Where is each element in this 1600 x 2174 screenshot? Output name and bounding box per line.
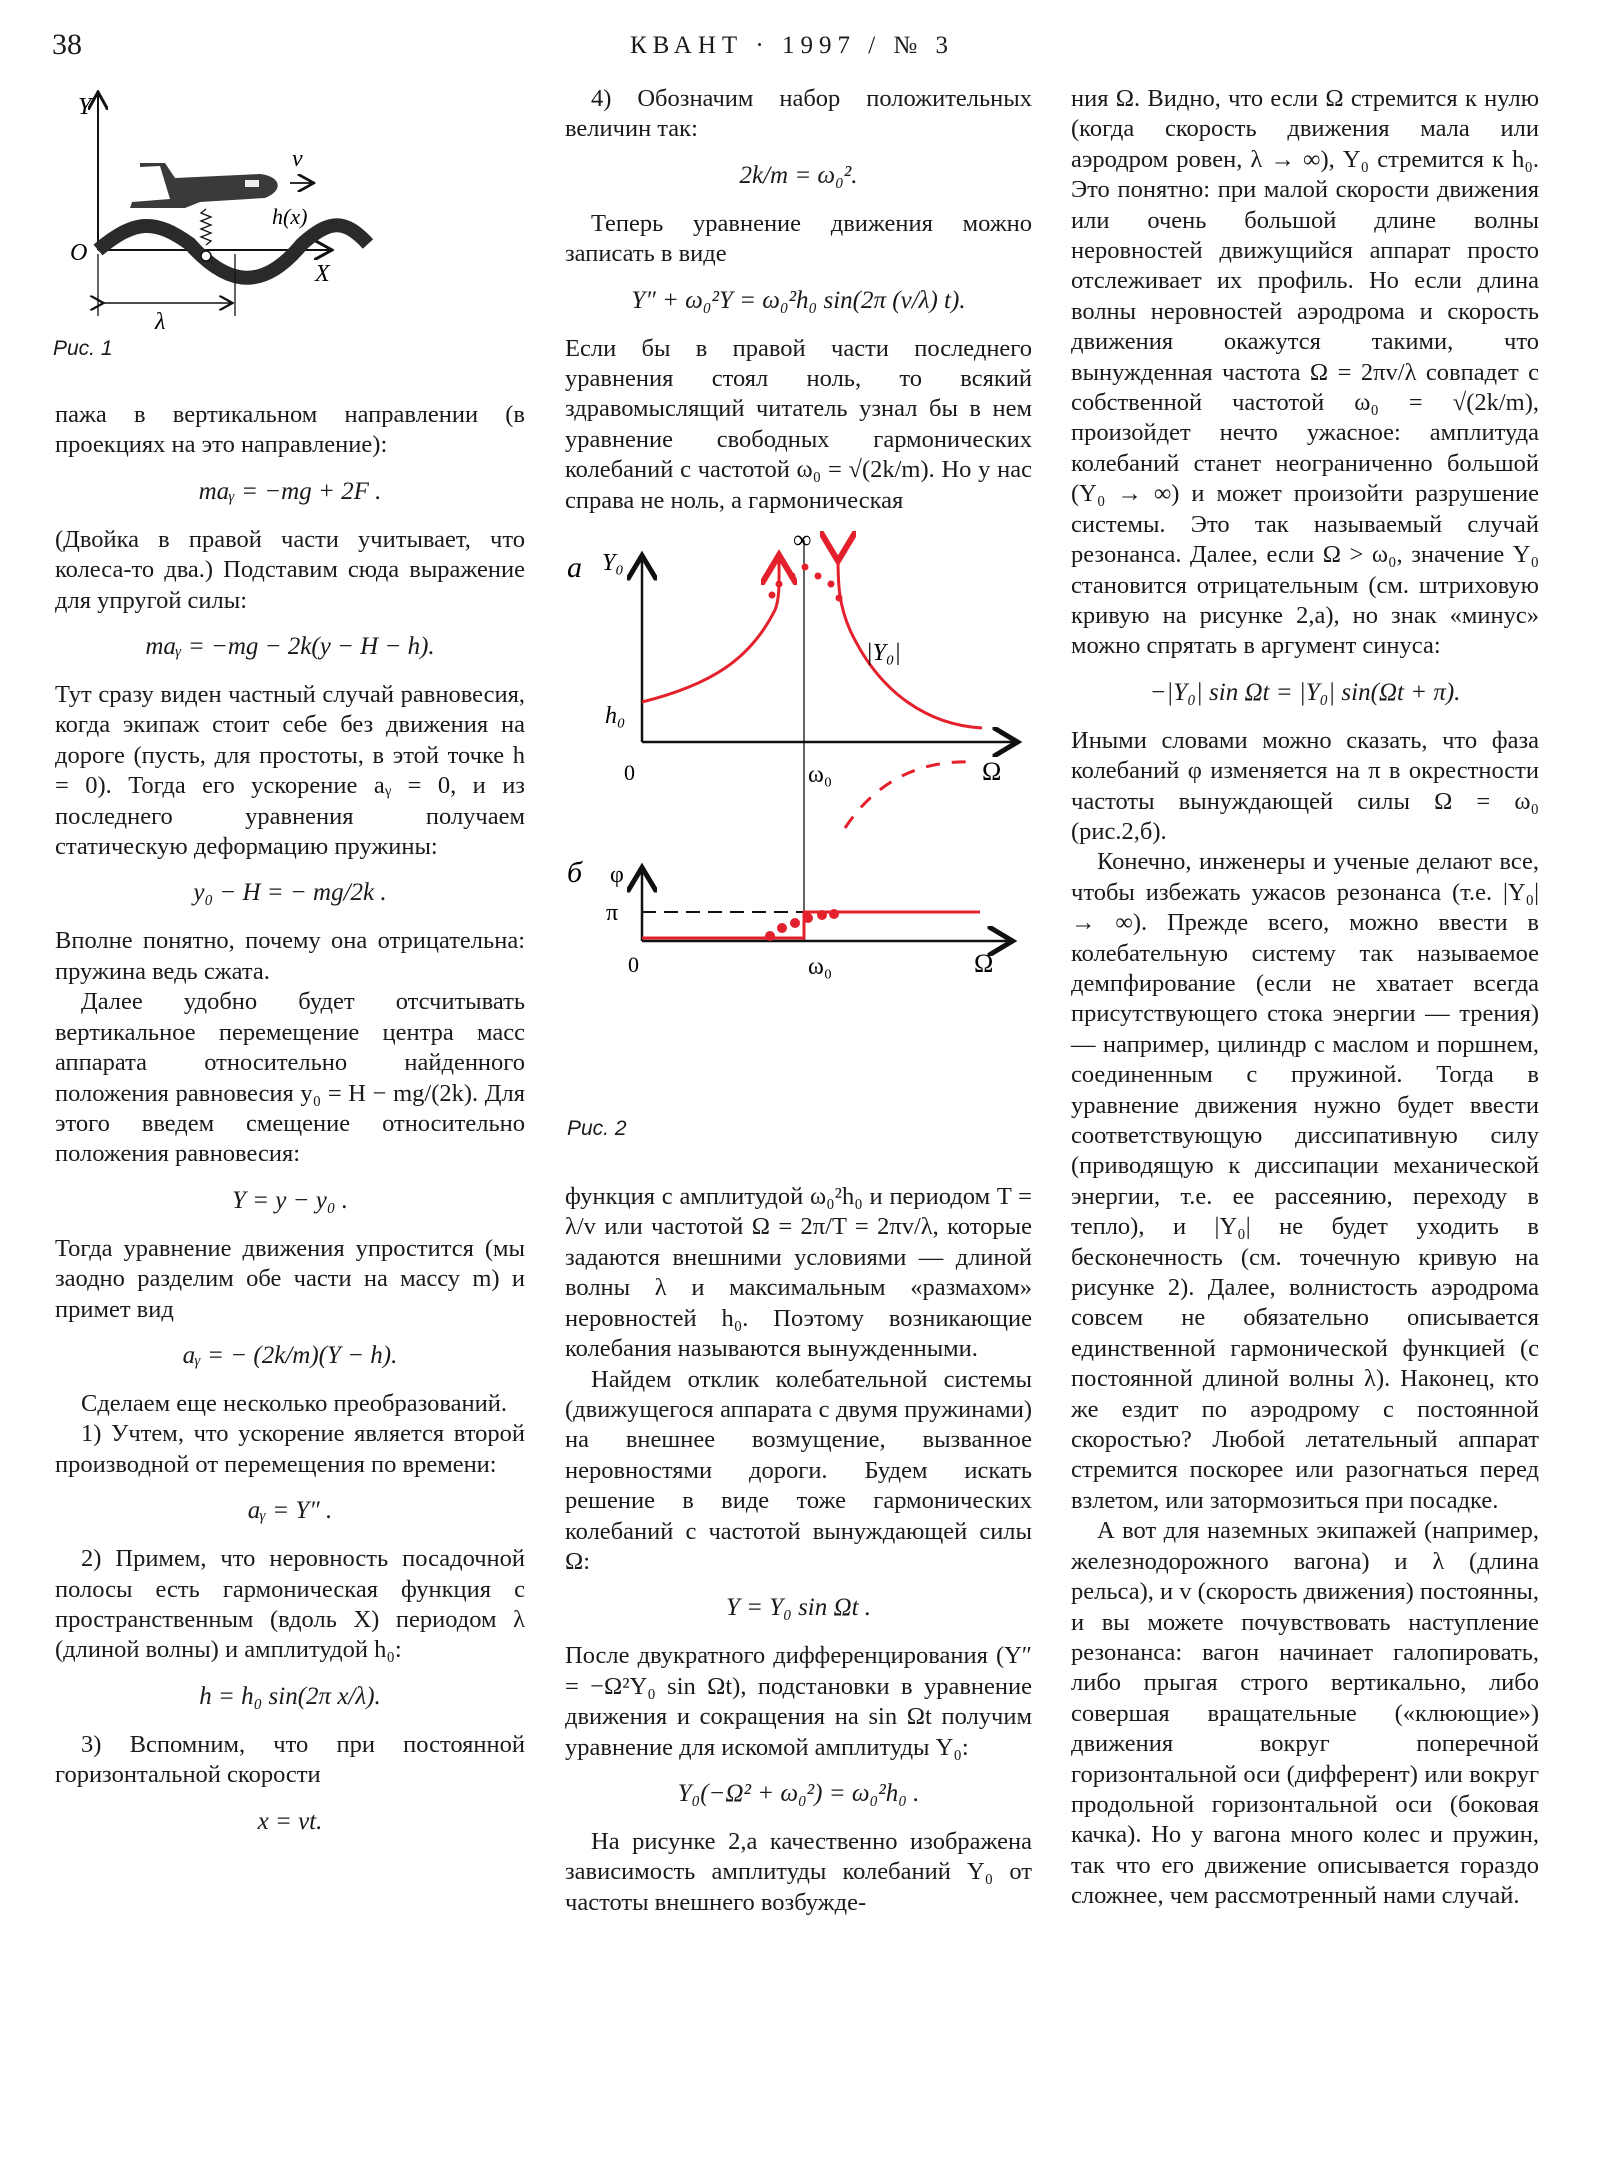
equation: Y₀(−Ω² + ω₀²) = ω₀²h₀ . (677, 1779, 920, 1807)
h0-label: h₀ (605, 703, 626, 730)
figure-2 (565, 522, 1032, 1182)
paragraph: Сделаем еще несколько преобразований. (81, 1389, 507, 1417)
paragraph: ния Ω. Видно, что если Ω стремится к нулю (когда скорость движения мала или аэродром ровен, λ → ∞), Y₀ стремится к h₀. Это понятно: при малой скорости движения или очень большой длине волны неровностей движущийся аппарат просто отслеживает их профиль. Но если длина волны неровностей аэродрома и скорость движения окажутся такими, что вынужденная частота Ω = 2πv/λ совпадет с собственной частотой ω₀ = √(2k/m), произойдет нечто ужасное: амплитуда колебаний станет неограниченно большой (Y₀ → ∞) и может произойти разрушение системы. Это так называемый случай резонанса. Далее, если Ω > ω₀, значение Y₀ становится отрицательным (см. штриховую кривую на рисунке 2,а), но знак «минус» можно спрятать в аргумент синуса: (1071, 85, 1539, 660)
figure-1 (55, 84, 525, 400)
paragraph: Далее удобно будет отсчитывать вертикальное перемещение центра масс аппарата относительно найденного положения равновесия y₀ = H − mg/(2k). Для этого введем смещение относительно положения равновесия: (55, 988, 525, 1168)
wheel-icon (201, 251, 211, 261)
equation: x = vt. (257, 1807, 323, 1835)
paragraph: Найдем отклик колебательной системы (движущегося аппарата с двумя пружинами) на внешнее возмущение, вызванное неровностями дороги. Будем искать решение в виде тоже гармонических колебаний с частотой вынуждающей силы Ω: (565, 1365, 1032, 1575)
equation: maᵧ = −mg − 2k(y − H − h). (145, 633, 435, 661)
equation: maᵧ = −mg + 2F . (198, 477, 382, 505)
spring-icon (201, 209, 211, 245)
phi-label: φ (610, 862, 624, 889)
equation: y₀ − H = − mg/2k . (193, 879, 387, 907)
abs-y0-label: |Y₀| (866, 640, 901, 667)
panel-a-label: а (567, 551, 582, 585)
amplitude-curve-left (642, 558, 779, 702)
equation: 2k/m = ω₀². (739, 161, 858, 189)
paragraph: А вот для наземных экипажей (например, железнодорожного вагона) и λ (длина рельса), и v (скорость движения) постоянны, и вы можете почувствовать наступление резонанса: вагон начинает галопировать, либо прыгая строго вертикально, либо совершая вращательные («клюющие») движения вокруг поперечной горизонтальной оси (дифферент) или вокруг продольной горизонтальной оси (боковая качка). Но у вагона много колес и пружин, так что его движение описывается гораздо сложнее, чем рассмотренный нами случай. (1071, 1517, 1540, 1910)
omega-label-a: Ω (982, 757, 1002, 787)
y-label: Y (78, 94, 92, 120)
amplitude-curve-right (838, 558, 982, 728)
resonance-diagram (550, 522, 1030, 1112)
paragraph: пажа в вертикальном направлении (в проекциях на это направление): (55, 401, 525, 459)
paragraph: Иными словами можно сказать, что фаза колебаний φ изменяется на π в окрестности частоты вынуждающей силы Ω = ω₀ (рис.2,б). (1071, 726, 1539, 845)
running-head: КВАНТ · 1997 / № 3 (630, 32, 955, 59)
column-1 (55, 84, 525, 1855)
v-label: v (292, 146, 303, 172)
equation: Y = y − y₀ . (231, 1186, 349, 1214)
equation: Y = Y₀ sin Ωt . (725, 1594, 872, 1622)
paragraph: 4) Обозначим набор положительных величин так: (565, 85, 1032, 143)
paragraph: 2) Примем, что неровность посадочной полосы есть гармоническая функция с пространственным (вдоль X) периодом λ (длиной волны) и амплитудой h₀: (55, 1545, 525, 1664)
h-label: h(x) (272, 204, 308, 229)
paragraph: Вполне понятно, почему она отрицательна: пружина ведь сжата. (55, 927, 525, 985)
omega0-label-a: ω₀ (808, 762, 833, 789)
paragraph: Теперь уравнение движения можно записать в виде (565, 209, 1032, 268)
airplane-window (245, 180, 259, 187)
paragraph: (Двойка в правой части учитывает, что колеса-то два.) Подставим сюда выражение для упругой силы: (55, 525, 525, 614)
paragraph: Тогда уравнение движения упростится (мы заодно разделим обе части на массу m) и примет вид (55, 1234, 525, 1323)
zero-label-b: 0 (628, 952, 639, 978)
lambda-label: λ (155, 309, 166, 334)
zero-label-a: 0 (624, 760, 635, 786)
origin-label: O (70, 240, 88, 266)
y0-label: Y₀ (602, 550, 624, 577)
equation: Y″ + ω₀²Y = ω₀²h₀ sin(2π (v/λ) t). (631, 286, 966, 314)
equation: h = h₀ sin(2π x/λ). (199, 1682, 381, 1710)
equation: aᵧ = Y″ . (247, 1497, 333, 1525)
paragraph: После двукратного дифференцирования (Y″ = −Ω²Y₀ sin Ωt), подстановки в уравнение движения и сокращения на sin Ωt получим уравнение для искомой амплитуды Y₀: (565, 1642, 1032, 1761)
paragraph: Тут сразу виден частный случай равновесия, когда экипаж стоит себе без движения на дороге (пусть, для простоты, в этой точке h = 0). Тогда его ускорение aᵧ = 0, и из последнего уравнения получаем статическую деформацию пружины: (55, 681, 525, 861)
paragraph: На рисунке 2,а качественно изображена зависимость амплитуды колебаний Y₀ от частоты внешнего возбужде- (565, 1827, 1032, 1916)
paragraph: 3) Вспомним, что при постоянной горизонтальной скорости (55, 1730, 525, 1789)
figure-1-caption: Рис. 1 (53, 337, 113, 360)
paragraph: функция с амплитудой ω₀²h₀ и периодом T = λ/v или частотой Ω = 2π/T = 2πv/λ, которые задаются внешними условиями — длиной волны λ и максимальным «размахом» неровностей h₀. Поэтому возникающие колебания называются вынужденными. (565, 1183, 1032, 1363)
paragraph: Если бы в правой части последнего уравнения стоял ноль, то всякий здравомыслящий читатель узнал бы в нем уравнение свободных гармонических колебаний с частотой ω₀ = √(2k/m). Но у нас справа не ноль, а гармоническая (565, 334, 1032, 514)
x-label: X (315, 261, 330, 287)
negative-amplitude-curve (845, 762, 970, 828)
infinity-label: ∞ (793, 525, 812, 555)
paragraph: 1) Учтем, что ускорение является второй производной от перемещения по времени: (55, 1420, 525, 1478)
column-2 (565, 84, 1032, 1918)
page-number: 38 (52, 28, 82, 61)
figure-2-caption: Рис. 2 (567, 1117, 627, 1141)
equation: −|Y₀| sin Ωt = |Y₀| sin(Ωt + π). (1149, 678, 1461, 706)
omega-label-b: Ω (974, 949, 994, 979)
paragraph: Конечно, инженеры и ученые делают все, чтобы избежать ужасов резонанса (т.е. |Y₀| → ∞). Прежде всего, можно ввести в колебательную систему так называемое демпфирование (если не хватает всегда присутствующего стока энергии — трения) — например, цилиндр с маслом и поршнем, соединенным с пружиной. Тогда в уравнение движения нужно будет ввести соответствующую диссипативную силу (приводящую к диссипации механической энергии, т.е. ее рассеянию, переходу в тепло), и |Y₀| не будет уходить в бесконечность (см. точечную кривую на рисунке 2). Далее, волнистость аэродрома совсем не обязательно описывается единственной гармонической функцией (с постоянной длиной волны λ). Наконец, кто же ездит по аэродрому с постоянной скоростью? Любой летательный аппарат стремится поскорее или разогнаться перед взлетом, или затормозиться при посадке. (1071, 848, 1539, 1514)
airplane-diagram (40, 84, 530, 334)
column-3 (1071, 84, 1539, 1912)
pi-label: π (606, 900, 619, 927)
damped-phase-dots (765, 909, 839, 941)
equation: aᵧ = − (2k/m)(Y − h). (182, 1341, 398, 1369)
panel-b-label: б (567, 856, 583, 890)
omega0-label-b: ω₀ (808, 954, 833, 981)
